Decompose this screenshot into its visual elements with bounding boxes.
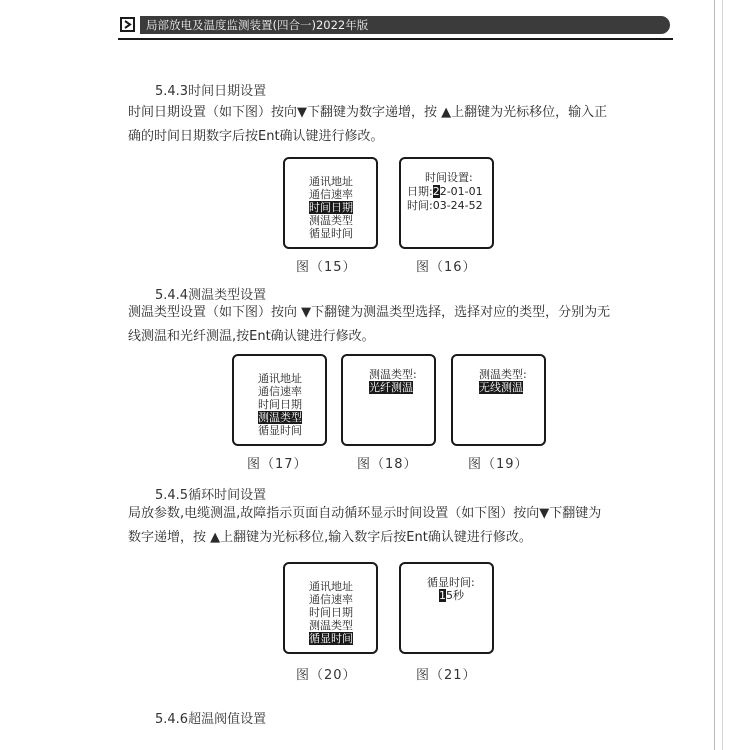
menu-item-baudrate: 通信速率 [258, 385, 302, 398]
menu-item-datetime: 时间日期 [309, 606, 353, 619]
scan-page-edge [714, 0, 715, 750]
section-paragraph-543 [128, 101, 698, 149]
menu-item-temp-type: 测温类型 [309, 619, 353, 632]
paragraph-line: 局放参数,电缆测温,故障指示页面自动循环显示时间设置（如下图）按向▼下翻键为 [128, 506, 602, 521]
screen-title: 测温类型: [479, 368, 527, 381]
text-cursor: 2 [432, 185, 440, 198]
menu-item-baudrate: 通信速率 [309, 593, 353, 606]
paragraph-line: 测温类型设置（如下图）按向 ▼下翻键为测温类型选择，选择对应的类型，分别为无 [128, 305, 611, 320]
time-line: 时间:03-24-52 [407, 199, 483, 212]
figure-caption: 图（17） [247, 457, 308, 472]
date-label: 日期: [407, 185, 433, 198]
menu-item-address: 通讯地址 [309, 580, 353, 593]
lcd-screen-fig20 [283, 562, 378, 654]
header-rule [118, 38, 673, 40]
settings-menu [258, 372, 302, 437]
screen-title: 循显时间: [427, 576, 475, 589]
section-heading-543: 5.4.3时间日期设置 [155, 84, 267, 99]
lcd-screen-fig18 [341, 354, 436, 446]
figure-caption: 图（19） [468, 457, 529, 472]
document-header [118, 12, 673, 38]
figure-caption: 图（16） [416, 260, 477, 275]
date-line [407, 185, 483, 198]
figure-caption: 图（18） [357, 457, 418, 472]
selected-value: 无线测温 [479, 381, 523, 394]
settings-menu [309, 175, 353, 240]
selected-value: 光纤测温 [369, 381, 413, 394]
figure-caption: 图（20） [296, 668, 357, 683]
menu-item-baudrate: 通信速率 [309, 188, 353, 201]
menu-item-datetime: 时间日期 [309, 201, 353, 214]
section-heading-544: 5.4.4测温类型设置 [155, 288, 267, 303]
menu-item-cycle-time: 循显时间 [258, 424, 302, 437]
screen-title: 测温类型: [369, 368, 417, 381]
menu-item-cycle-time: 循显时间 [309, 227, 353, 240]
date-value: 2-01-01 [439, 185, 483, 198]
menu-item-cycle-time: 循显时间 [309, 632, 353, 645]
section-paragraph-544 [128, 301, 698, 349]
paragraph-line: 数字递增，按 ▲上翻键为光标移位,输入数字后按Ent确认键进行修改。 [128, 530, 532, 545]
menu-item-datetime: 时间日期 [258, 398, 302, 411]
lcd-screen-fig17 [232, 354, 327, 446]
section-paragraph-545 [128, 502, 698, 550]
lcd-screen-fig16 [399, 157, 494, 249]
menu-item-temp-type: 测温类型 [258, 411, 302, 424]
menu-item-address: 通讯地址 [258, 372, 302, 385]
header-title: 局部放电及温度监测装置(四合一)2022年版 [140, 16, 670, 34]
scan-page-edge-inner [722, 0, 723, 750]
paragraph-line: 时间日期设置（如下图）按向▼下翻键为数字递增，按 ▲上翻键为光标移位，输入正 [128, 105, 608, 120]
cycle-value-line [439, 589, 464, 602]
text-cursor: 1 [439, 589, 446, 602]
figure-caption: 图（15） [296, 260, 357, 275]
lcd-screen-fig19 [451, 354, 546, 446]
screen-title: 时间设置: [425, 171, 473, 184]
paragraph-line: 确的时间日期数字后按Ent确认键进行修改。 [128, 129, 384, 144]
paragraph-line: 线测温和光纤测温,按Ent确认键进行修改。 [128, 329, 375, 344]
section-heading-546: 5.4.6超温阀值设置 [155, 712, 267, 727]
figure-caption: 图（21） [416, 668, 477, 683]
section-heading-545: 5.4.5循环时间设置 [155, 488, 267, 503]
cycle-value: 5秒 [446, 589, 464, 602]
chevron-right-icon [120, 17, 135, 32]
menu-item-address: 通讯地址 [309, 175, 353, 188]
settings-menu [309, 580, 353, 645]
menu-item-temp-type: 测温类型 [309, 214, 353, 227]
lcd-screen-fig15 [283, 157, 378, 249]
lcd-screen-fig21 [399, 562, 494, 654]
